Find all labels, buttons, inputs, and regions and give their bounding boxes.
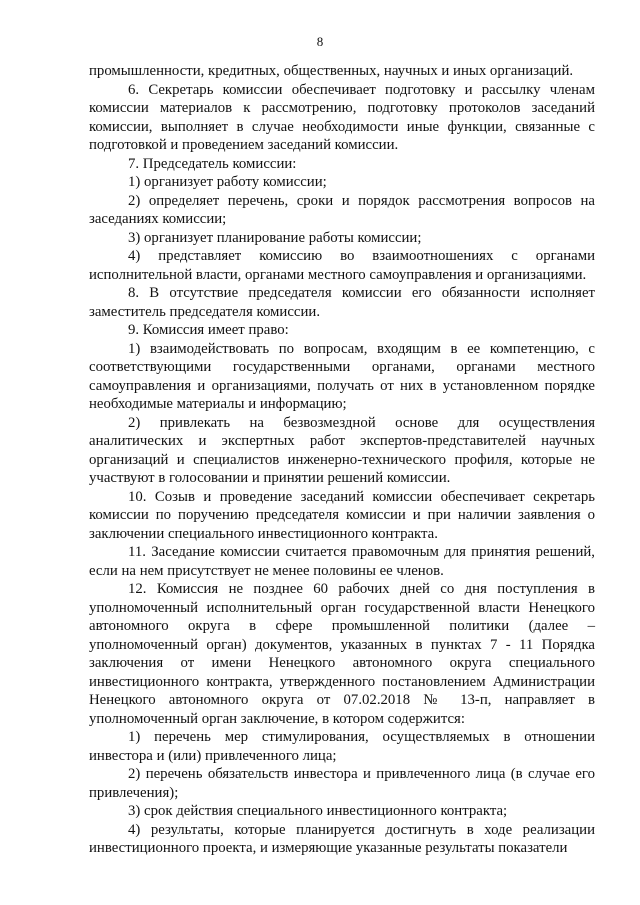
- paragraph-continuation: промышленности, кредитных, общественных, научных и иных организаций.: [89, 63, 574, 79]
- subitem-7-4: 4) представляет комиссию во взаимоотношениях с органами исполнительной власти, органами местного самоуправления и организациями.: [89, 248, 595, 283]
- subitem-12-1: 1) перечень мер стимулирования, осуществляемых в отношении инвестора и (или) привлеченного лица;: [89, 729, 595, 764]
- subitem-12-3: 3) срок действия специального инвестиционного контракта;: [128, 803, 508, 819]
- subitem-12-2: 2) перечень обязательств инвестора и привлеченного лица (в случае его привлечения);: [89, 766, 595, 801]
- paragraph-item-6: 6. Секретарь комиссии обеспечивает подготовку и рассылку членам комиссии материалов к рассмотрению, подготовку протоколов заседаний комиссии, выполняет в случае необходимости иные функции, связанные с подготовкой и проведением заседаний комиссии.: [89, 81, 595, 153]
- subitem-7-1: 1) организует работу комиссии;: [128, 174, 327, 190]
- paragraph-item-10: 10. Созыв и проведение заседаний комиссии обеспечивает секретарь комиссии по поручению председателя комиссии и при наличии заявления о заключении специального инвестиционного контракта.: [89, 488, 595, 542]
- subitem-9-2: 2) привлекать на безвозмездной основе для осуществления аналитических и экспертных работ экспертов-представителей научных организаций и специалистов инженерно-технического профиля, которые не участвуют в голосовании и принятии решений комиссии.: [89, 414, 595, 486]
- paragraph-item-7: 7. Председатель комиссии:: [128, 155, 297, 172]
- paragraph-item-12: 12. Комиссия не позднее 60 рабочих дней со дня поступления в уполномоченный исполнительный орган государственной власти Ненецкого автономного округа в сфере промышленной политики (далее – уполномоченный орган) документов, указанных в пунктах 7 - 11 Порядка заключения от имени Ненецкого автономного округа специального инвестиционного контракта, утвержденного постановлением Администрации Ненецкого автономного округа от 07.02.2018 № 13-п, направляет в уполномоченный орган заключение, в котором содержится:: [89, 581, 595, 727]
- paragraph-item-8: 8. В отсутствие председателя комиссии его обязанности исполняет заместитель председателя комиссии.: [89, 285, 595, 320]
- paragraph-item-9: 9. Комиссия имеет право:: [128, 322, 289, 338]
- paragraph-item-11: 11. Заседание комиссии считается правомочным для принятия решений, если на нем присутствует не менее половины ее членов.: [89, 544, 595, 579]
- subitem-7-2: 2) определяет перечень, сроки и порядок рассмотрения вопросов на заседаниях комиссии;: [89, 192, 595, 227]
- subitem-7-3: 3) организует планирование работы комиссии;: [128, 229, 422, 246]
- document-body: [89, 62, 595, 858]
- page-number: 8: [316, 34, 324, 49]
- subitem-9-1: 1) взаимодействовать по вопросам, входящим в ее компетенцию, с соответствующими государственными органами, органами местного самоуправления и организациями, получать от них в установленном порядке необходимые материалы и информацию;: [89, 340, 595, 412]
- subitem-12-4: 4) результаты, которые планируется достигнуть в ходе реализации инвестиционного проекта, и измеряющие указанные результаты показатели: [89, 821, 595, 856]
